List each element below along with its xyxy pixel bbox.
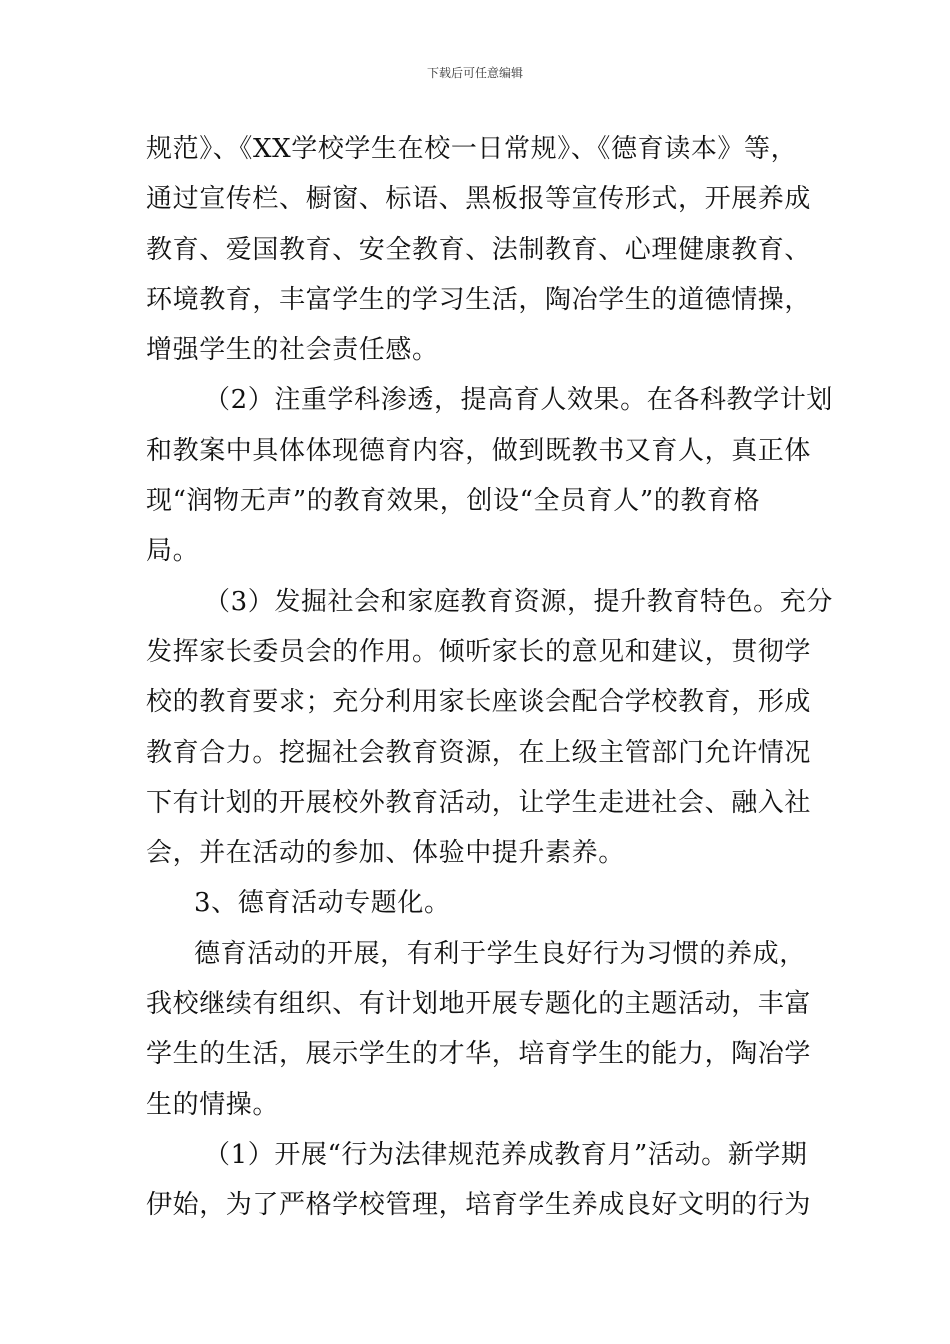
text-line: 通过宣传栏、橱窗、标语、黑板报等宣传形式，开展养成 xyxy=(146,184,812,215)
text-line: 学生的生活，展示学生的才华，培育学生的能力，陶冶学 xyxy=(146,1039,812,1070)
text-line: 局。 xyxy=(146,536,200,567)
text-line: 和教案中具体体现德育内容，做到既教书又育人，真正体 xyxy=(146,435,812,466)
text-line: 生的情操。 xyxy=(146,1089,280,1120)
text-line: 增强学生的社会责任感。 xyxy=(146,335,439,366)
text-line: 3、德育活动专题化。 xyxy=(194,888,451,919)
text-line: 教育合力。挖掘社会教育资源，在上级主管部门允许情况 xyxy=(146,737,812,768)
page-header: 下载后可任意编辑 xyxy=(426,66,523,80)
text-line: 德育活动的开展，有利于学生良好行为习惯的养成， xyxy=(194,938,806,969)
text-line: 校的教育要求；充分利用家长座谈会配合学校教育，形成 xyxy=(146,687,812,718)
text-line: （1）开展“行为法律规范养成教育月”活动。新学期 xyxy=(204,1139,808,1170)
text-line: 我校继续有组织、有计划地开展专题化的主题活动，丰富 xyxy=(146,989,812,1020)
text-line: 会，并在活动的参加、体验中提升素养。 xyxy=(146,838,625,869)
text-line: 教育、爱国教育、安全教育、法制教育、心理健康教育、 xyxy=(146,234,812,265)
text-line: 环境教育，丰富学生的学习生活，陶冶学生的道德情操， xyxy=(146,284,812,315)
text-line: （3）发掘社会和家庭教育资源，提升教育特色。充分 xyxy=(204,586,833,617)
text-line: （2）注重学科渗透，提高育人效果。在各科教学计划 xyxy=(204,385,833,416)
body-text xyxy=(146,124,833,1231)
text-line: 规范》、《XX学校学生在校一日常规》、《德育读本》等， xyxy=(146,134,798,164)
text-line: 伊始，为了严格学校管理，培育学生养成良好文明的行为 xyxy=(146,1190,812,1221)
text-line: 现“润物无声”的教育效果，创设“全员育人”的教育格 xyxy=(146,486,761,517)
text-line: 下有计划的开展校外教育活动，让学生走进社会、融入社 xyxy=(146,787,812,818)
text-line: 发挥家长委员会的作用。倾听家长的意见和建议，贯彻学 xyxy=(146,636,812,667)
